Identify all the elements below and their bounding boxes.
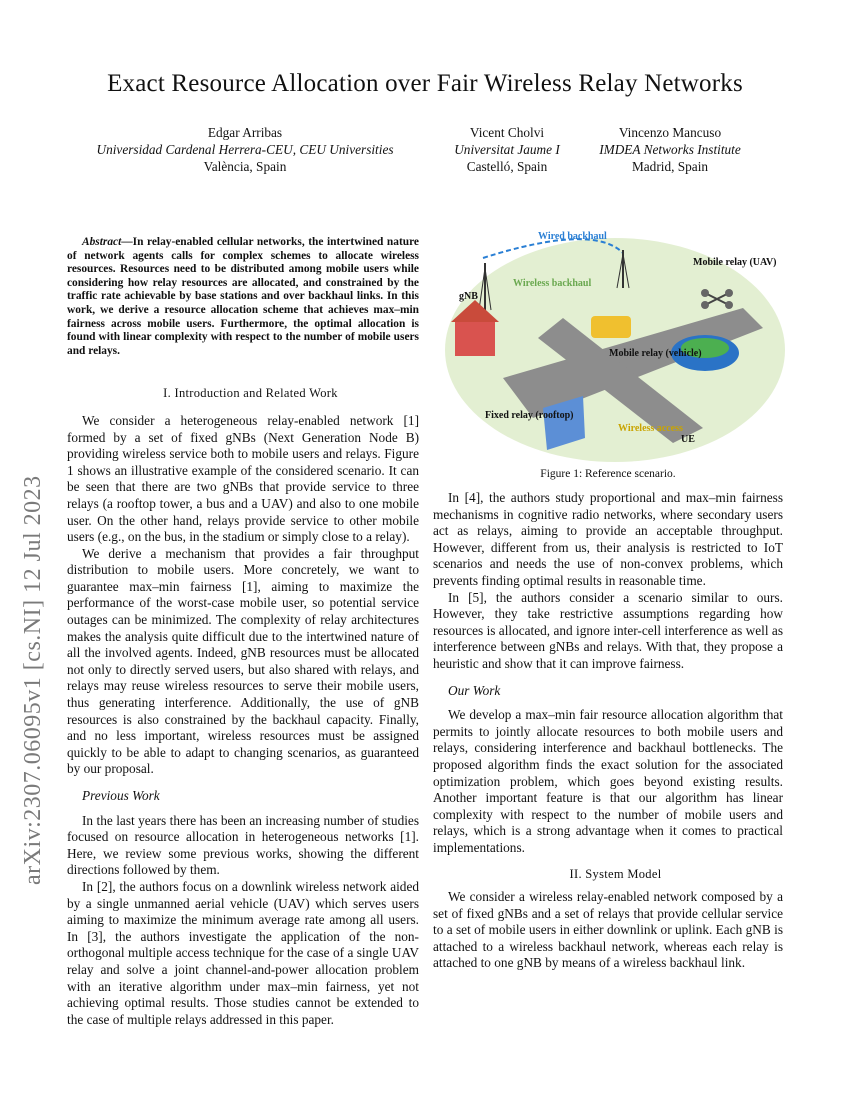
author-name: Edgar Arribas — [207, 125, 283, 140]
paragraph: In [2], the authors focus on a downlink wireless network aided by a single unmanned aerial vehicle (UAV) which serves users aiming to maximize the minimum average rate among all users. In [3], the authors investigate the application of the non-orthogonal multiple access technique for the case of a single UAV relay and solve a joint channel-and-power allocation problem with an iterative algorithm under max–min fairness, yet not achieving optimal results. Those studies cannot be extended to the case of multiple relays addressed in this paper. — [67, 878, 419, 1027]
author-block — [90, 124, 400, 175]
author-location: Castelló, Spain — [466, 159, 548, 174]
section-heading: I. Introduction and Related Work — [163, 386, 338, 401]
author-affiliation: Universitat Jaume I — [454, 142, 560, 157]
paper-title: Exact Resource Allocation over Fair Wireless Relay Networks — [107, 70, 743, 97]
subsection-heading: Previous Work — [82, 788, 160, 803]
figure-caption: Figure 1: Reference scenario. — [540, 468, 676, 480]
paragraph: In [4], the authors study proportional and max–min fairness mechanisms in cognitive radio networks, where secondary users act as relays, aiming to provide an acceptable throughput. However, different from us, their analysis is restricted to IoT scenarios and needs the use of non-convex problems, which prevents finding optimal results in reasonable time. — [433, 490, 783, 588]
house-icon — [455, 320, 495, 356]
paragraph: We derive a mechanism that provides a fair throughput distribution to mobile users. More concretely, we want to guarantee max–min fairness [1], aiming to maximize the performance of the worst-case mobile user, so potential service outages can be minimized. The complexity of relay architectures makes the analysis quite difficult due to the intertwined nature of all the involved agents. Indeed, gNB resources must be allocated not only to directly served users, but also shared with relays, and relays may reuse wireless resources to serve their mobile users, thus generating interference. Additionally, the use of gNB resources is also constrained by the backhaul capacity. Finally, and no less important, wireless resources must be assigned quickly to be able to adapt to changing scenarios, as guaranteed by our proposal. — [67, 545, 419, 777]
section-heading: II. System Model — [569, 867, 662, 882]
bus-icon — [591, 316, 631, 338]
abstract-text: —In relay-enabled cellular networks, the intertwined nature of network agents calls for complex schemes to allocate wireless resources. Resources need to be distributed among mobile users while considering how relay resources are allocated, and constrained by the traffic rate achievable by base stations and over backhaul links. In this work, we derive a resource allocation scheme that achieves max–min fairness across mobile users. Furthermore, the optimal allocation is found with linear complexity with respect to the number of mobile users and relays. — [67, 236, 419, 357]
author-block — [437, 124, 577, 175]
abstract-label: Abstract — [82, 236, 122, 248]
label-mobile-relay-vehicle: Mobile relay (vehicle) — [609, 348, 702, 359]
author-name: Vincenzo Mancuso — [618, 125, 722, 140]
abstract — [67, 236, 419, 358]
label-gnb: gNB — [459, 291, 478, 302]
right-column — [433, 490, 783, 972]
author-block — [590, 124, 750, 175]
paragraph: In the last years there has been an increasing number of studies focused on resource allocation in heterogeneous networks [1]. Here, we review some previous works, showing the different directions followed by them. — [67, 812, 419, 878]
paragraph: We develop a max–min fair resource allocation algorithm that permits to jointly allocate resources to both mobile users and relays, considering interference and backhaul bottlenecks. The proposed algorithm finds the exact solution for the associated optimization problem, which goes beyond existing results. Another important feature is that our algorithm has linear complexity with respect to the number of mobile users and relays, which is a strong advantage when it comes to practical implementations. — [433, 707, 783, 855]
author-location: València, Spain — [203, 159, 287, 174]
paragraph: In [5], the authors consider a scenario similar to ours. However, they take restrictive assumptions regarding how resources is allocated, and ignore inter-cell interference as well as interference between gNBs and relays. With that, they propose a heuristic and show that it can improve fairness. — [433, 589, 783, 671]
label-wireless-backhaul: Wireless backhaul — [513, 278, 592, 289]
left-column — [67, 236, 419, 1028]
paragraph: We consider a wireless relay-enabled network composed by a set of fixed gNBs and a set of relays that provide cellular service to a set of mobile users in either downlink or uplink. Each gNB is attached to a wireless backhaul network, whereas each relay is attached to one gNB by means of a wireless backhaul link. — [433, 889, 783, 971]
subsection-heading: Our Work — [448, 682, 501, 698]
author-location: Madrid, Spain — [631, 159, 709, 174]
label-wireless-access: Wireless access — [618, 423, 683, 434]
author-name: Vicent Cholvi — [469, 125, 545, 140]
label-wired-backhaul: Wired backhaul — [538, 231, 607, 242]
author-affiliation: IMDEA Networks Institute — [599, 142, 741, 157]
label-fixed-relay: Fixed relay (rooftop) — [485, 410, 574, 421]
label-ue: UE — [681, 434, 695, 445]
arxiv-stamp: arXiv:2307.06095v1 [cs.NI] 12 Jul 2023 — [20, 475, 46, 885]
paragraph: We consider a heterogeneous relay-enabled network [1] formed by a set of fixed gNBs (Next Generation Node B) providing wireless service both to mobile users and relays. Figure 1 shows an illustrative example of the considered scenario. It can be seen that there are two gNBs that provide service to three relays (a rooftop tower, a bus and a UAV) and also to one mobile user. On the other hand, relays provide service to other mobile users (e.g., on the bus, in the stadium or simply close to a relay). — [67, 412, 419, 545]
label-mobile-relay-uav: Mobile relay (UAV) — [693, 257, 777, 268]
reference-scenario-figure — [443, 228, 785, 468]
author-affiliation: Universidad Cardenal Herrera-CEU, CEU Universities — [96, 142, 394, 157]
